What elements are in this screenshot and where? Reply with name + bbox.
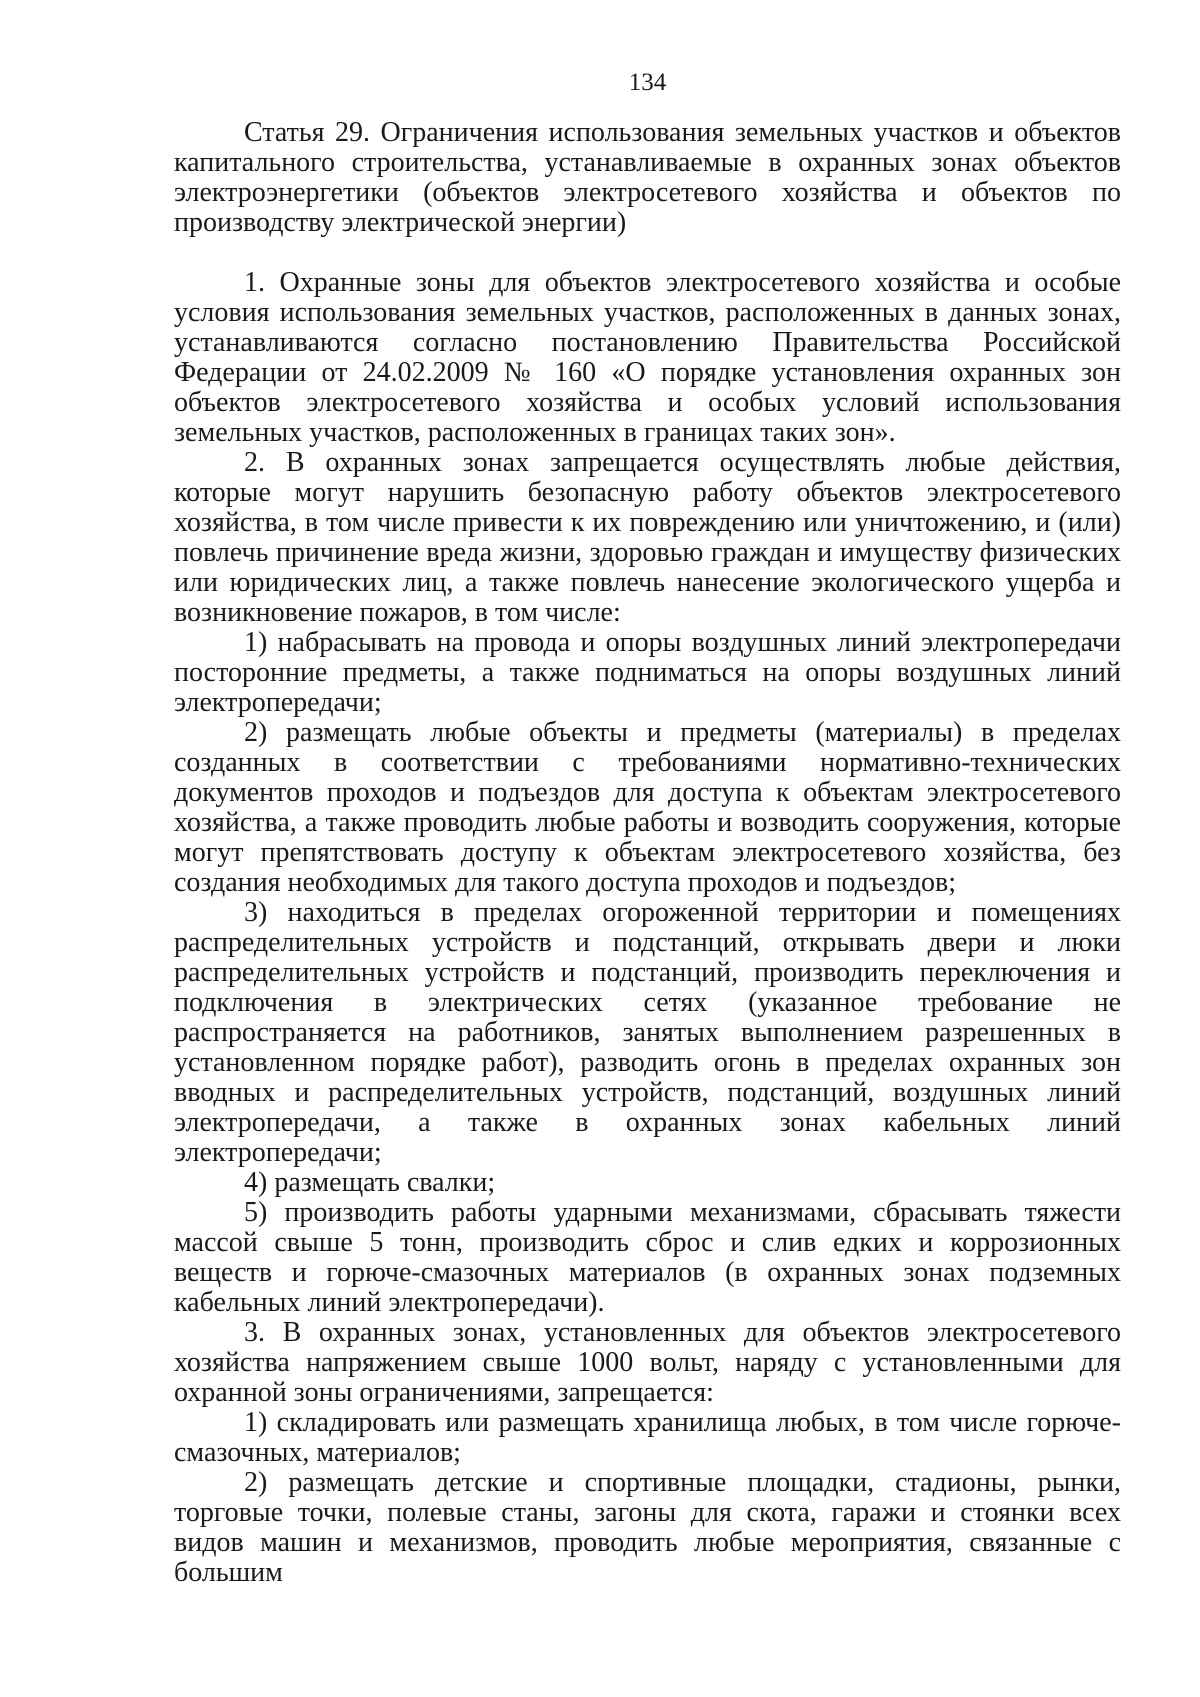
list-item-2-4: 4) размещать свалки;	[244, 1167, 496, 1198]
list-item-3-1: 1) складировать или размещать хранилища любых, в том числе горюче-смазочных, материалов;	[174, 1407, 1121, 1468]
paragraph-1: 1. Охранные зоны для объектов электросетевого хозяйства и особые условия использования земельных участков, расположенных в данных зонах, устанавливаются согласно постановлению Правительства Российской Федерации от 24.02.2009 № 160 «О порядке установления охранных зон объектов электросетевого хозяйства и особых условий использования земельных участков, расположенных в границах таких зон».	[174, 267, 1121, 448]
paragraph-2: 2. В охранных зонах запрещается осуществлять любые действия, которые могут нарушить безопасную работу объектов электросетевого хозяйства, в том числе привести к их повреждению или уничтожению, и (или) повлечь причинение вреда жизни, здоровью граждан и имуществу физических или юридических лиц, а также повлечь нанесение экологического ущерба и возникновение пожаров, в том числе:	[174, 447, 1121, 628]
list-item-2-2: 2) размещать любые объекты и предметы (материалы) в пределах созданных в соответствии с требованиями нормативно-технических документов проходов и подъездов для доступа к объектам электросетевого хозяйства, а также проводить любые работы и возводить сооружения, которые могут препятствовать доступу к объектам электросетевого хозяйства, без создания необходимых для такого доступа проходов и подъездов;	[174, 717, 1121, 898]
list-item-2-3: 3) находиться в пределах огороженной территории и помещениях распределительных устройств и подстанций, открывать двери и люки распределительных устройств и подстанций, производить переключения и подключения в электрических сетях (указанное требование не распространяется на работников, занятых выполнением разрешенных в установленном порядке работ), разводить огонь в пределах охранных зон вводных и распределительных устройств, подстанций, воздушных линий электропередачи, а также в охранных зонах кабельных линий электропередачи;	[174, 897, 1121, 1168]
paragraph-3: 3. В охранных зонах, установленных для объектов электросетевого хозяйства напряжением свыше 1000 вольт, наряду с установленными для охранной зоны ограничениями, запрещается:	[174, 1317, 1121, 1408]
list-item-2-1: 1) набрасывать на провода и опоры воздушных линий электропередачи посторонние предметы, а также подниматься на опоры воздушных линий электропередачи;	[174, 627, 1121, 718]
page-number: 134	[628, 69, 667, 96]
article-title: Статья 29. Ограничения использования земельных участков и объектов капитального строительства, устанавливаемые в охранных зонах объектов электроэнергетики (объектов электросетевого хозяйства и объектов по производству электрической энергии)	[174, 117, 1121, 238]
list-item-3-2: 2) размещать детские и спортивные площадки, стадионы, рынки, торговые точки, полевые станы, загоны для скота, гаражи и стоянки всех видов машин и механизмов, проводить любые мероприятия, связанные с большим	[174, 1467, 1121, 1588]
document-page	[174, 68, 1121, 1588]
list-item-2-5: 5) производить работы ударными механизмами, сбрасывать тяжести массой свыше 5 тонн, производить сброс и слив едких и коррозионных веществ и горюче-смазочных материалов (в охранных зонах подземных кабельных линий электропередачи).	[174, 1197, 1121, 1318]
